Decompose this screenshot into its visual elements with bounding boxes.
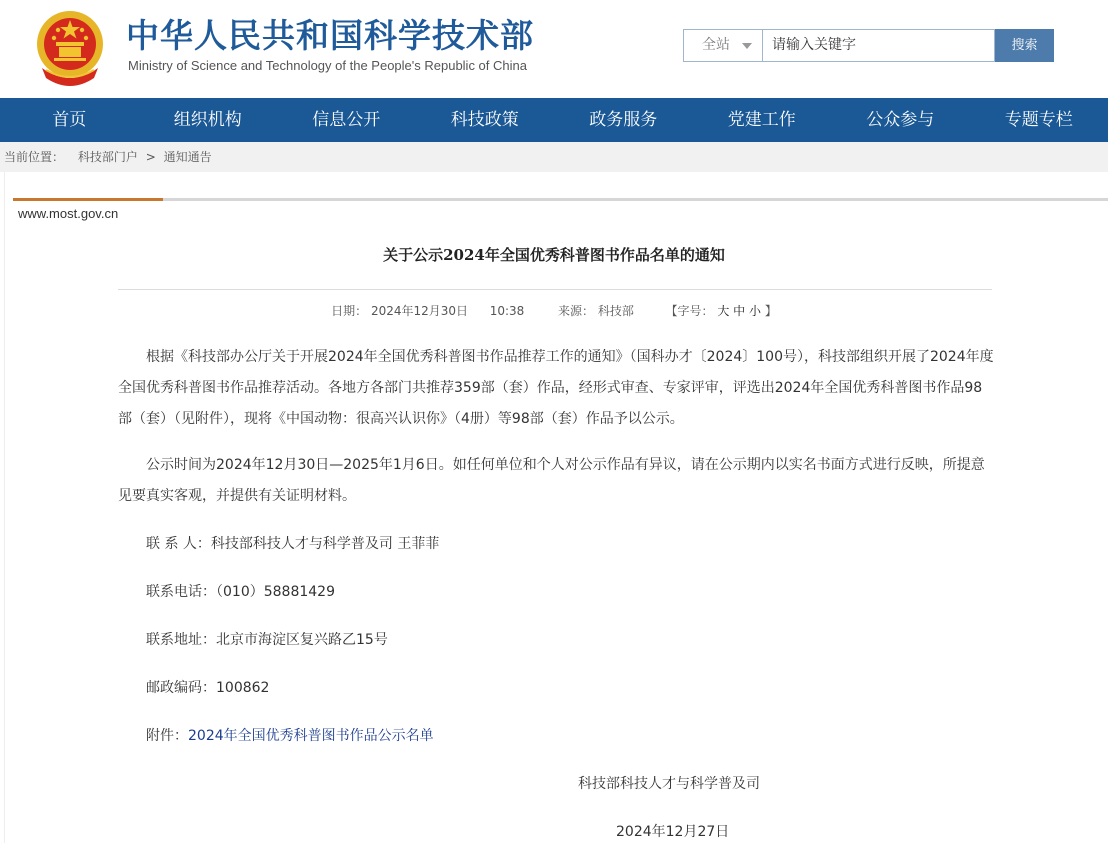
signature: 科技部科技人才与科学普及司 [578,776,760,792]
divider-accent [13,198,163,201]
nav-item-organization[interactable]: 组织机构 [173,110,242,130]
font-size-label: 【字号： [665,304,714,318]
site-header [0,0,1108,98]
breadcrumb-separator: > [145,150,156,164]
search-input[interactable]: 请输入关键字 [763,29,995,62]
nav-item-topics[interactable]: 专题专栏 [1004,110,1073,130]
contact-address: 联系地址：北京市海淀区复兴路乙15号 [146,632,388,648]
site-subtitle: Ministry of Science and Technology of the People's Republic of China [128,58,527,73]
source-label: 来源： [557,304,594,318]
breadcrumb-current[interactable]: 通知通告 [163,150,212,164]
breadcrumb [0,142,1108,172]
font-size-large-button[interactable]: 大 [717,304,730,318]
signature-date: 2024年12月27日 [616,824,730,840]
contact-person: 联 系 人：科技部科技人才与科学普及司 王菲菲 [146,536,440,552]
divider [13,198,1108,201]
nav-item-services[interactable]: 政务服务 [589,110,658,130]
nav-item-home[interactable]: 首页 [52,110,87,130]
date-value: 2024年12月30日 [370,304,469,318]
article-paragraph-2: 公示时间为2024年12月30日—2025年1月6日。如任何单位和个人对公示作品有异议，请在公示期内以实名书面方式进行反映，所提意见要真实客观，并提供有关证明材料。 [118,457,985,504]
search-scope-label: 全站 [702,37,730,53]
nav-item-party[interactable]: 党建工作 [727,110,796,130]
breadcrumb-home-link[interactable]: 科技部门户 [77,150,138,164]
main-nav [0,98,1108,142]
nav-item-policy[interactable]: 科技政策 [450,110,519,130]
article-meta [0,302,1108,319]
attachment [146,725,434,745]
postal-code: 邮政编码：100862 [146,680,270,696]
nav-item-information[interactable]: 信息公开 [312,110,381,130]
search-button[interactable]: 搜索 [995,29,1054,62]
font-size-medium-button[interactable]: 中 [733,304,746,318]
contact-phone: 联系电话：（010）58881429 [146,584,335,600]
attachment-link[interactable]: 2024年全国优秀科普图书作品公示名单 [188,728,434,744]
article-title: 关于公示2024年全国优秀科普图书作品名单的通知 [383,246,725,264]
search-scope-select[interactable] [683,29,763,62]
site-title[interactable]: 中华人民共和国科学技术部 [126,16,534,55]
title-divider [118,289,992,290]
attachment-label: 附件： [146,728,188,744]
time-value: 10:38 [489,304,525,318]
font-size-close: 】 [764,304,777,318]
font-size-small-button[interactable]: 小 [749,304,762,318]
site-url: www.most.gov.cn [18,206,119,221]
date-label: 日期： [331,304,368,318]
source-value: 科技部 [597,304,634,318]
chevron-down-icon [742,43,752,49]
article-paragraph-1: 根据《科技部办公厅关于开展2024年全国优秀科普图书作品推荐工作的通知》（国科办才〔2024〕100号），科技部组织开展了2024年度全国优秀科普图书作品推荐活动。各地方各部门共推荐359部（套）作品，经形式审查、专家评审，评选出2024年全国优秀科普图书作品98部（套）（见附件），现将《中国动物：很高兴认识你》（4册）等98部（套）作品予以公示。 [118,349,994,427]
nav-item-public[interactable]: 公众参与 [866,110,935,130]
breadcrumb-prefix: 当前位置： [4,150,65,164]
national-emblem-icon[interactable] [34,8,106,86]
